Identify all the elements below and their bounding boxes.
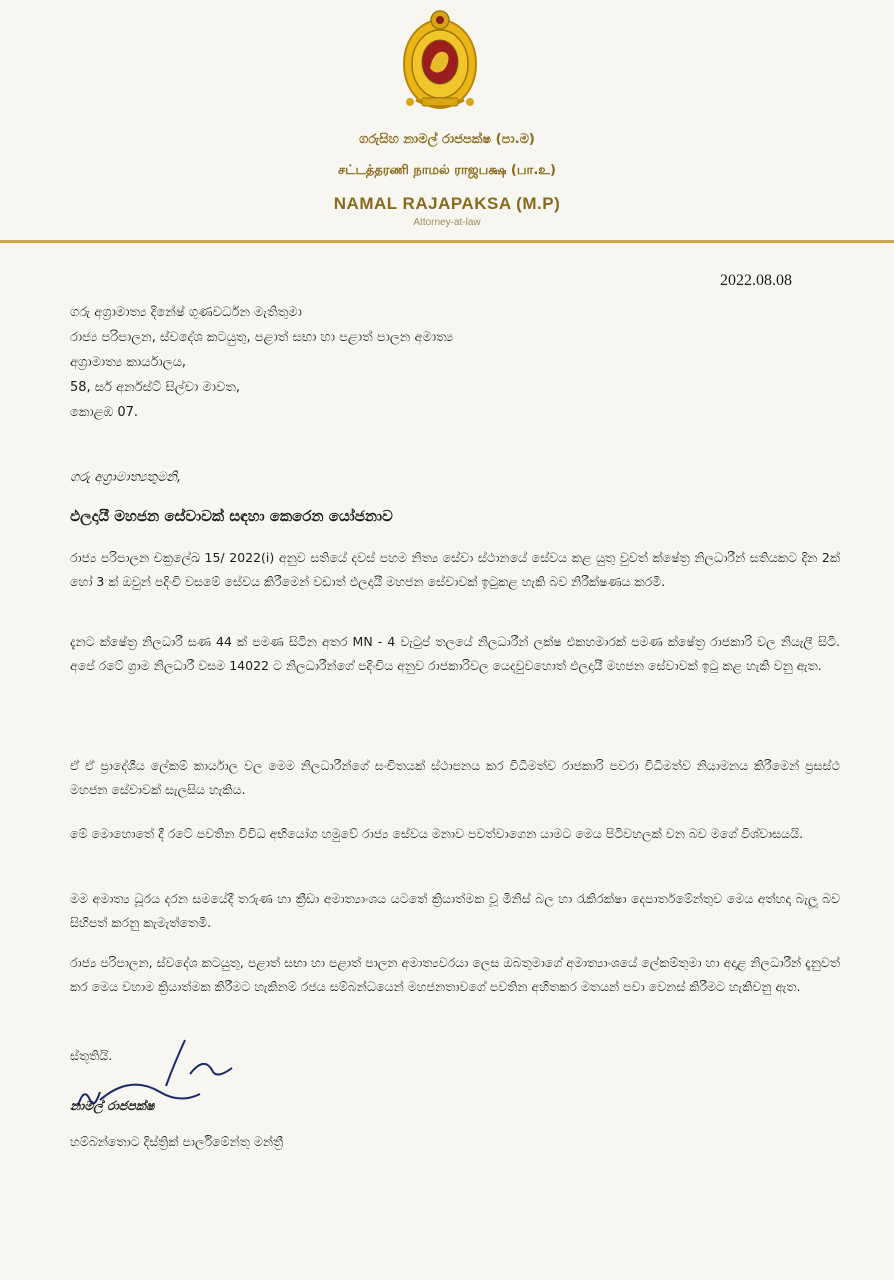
body-paragraph: ඒ ඒ ප්‍රාදේශීය ලේකම් කාර්යාල වල මෙම නිලධාරීන්ගේ සංචිතයක් ස්ථාපනය කර විධිමත්ව රාජකාරි පවරා විධිමත්ව නියාමනය කිරීමෙන් ප්‍රසස්ථ මහජන සේවාවක් සැලසිය හැකිය. (70, 758, 840, 797)
letterhead-name-tamil: சட்டத்தரணி நாமல் ராஜபக்ஷ (பா.உ) (337, 163, 556, 178)
salutation: ගරු අග්‍රාමාත්‍යතුමනි, (70, 470, 182, 485)
recipient-line: අග්‍රාමාත්‍ය කාර්යාලය, (70, 355, 187, 370)
recipient-line: කොළඹ 07. (70, 405, 139, 420)
letter-subject: ඵලදායී මහජන සේවාවක් සඳහා කෙරෙන යෝජනාව (70, 507, 393, 525)
recipient-line: රාජ්‍ය පරිපාලන, ස්වදේශ කටයුතු, පළාත් සභා හා පළාත් පාලන අමාත්‍ය (70, 330, 454, 345)
body-paragraph: රාජ්‍ය පරිපාලන චක්‍රලේඛ 15/ 2022(i) අනුව සතියේ දවස් පහම නිත්‍ය සේවා ස්ථානයේ සේවය කළ යුතු වුවත් ක්ෂේත්‍ර නිලධාරීන් සතියකට දින 2ක් හෝ 3 ක් ඔවුන් පදිංචි වසමේ සේවය කිරීමෙන් වඩාත් ඵලදායී මහජන සේවාවක් ඉටුකළ හැකි බව නිරීක්ෂණය කරමි. (70, 550, 840, 589)
closing: ස්තූතියි. (70, 1048, 113, 1063)
body-paragraph: මම අමාත්‍ය ධූරය දරන සමයේදී තරුණ හා ක්‍රීඩා අමාත්‍යාංශය යටතේ ක්‍රියාත්මක වූ මිනිස් බල හා රැකිරක්ෂා දෙපාර්තමේන්තුව මෙය අත්හදා බැලූ බව සිහිපත් කරනු කැමැත්තෙමි. (70, 891, 840, 930)
signer-name: නාමල් රාජපක්ෂ (70, 1098, 155, 1113)
recipient-line: ගරු අග්‍රාමාත්‍ය දිනේෂ් ගුණවර්ධන මැතිතුමා (70, 305, 302, 320)
recipient-address (70, 300, 453, 425)
body-paragraph: දැනට ක්ෂේත්‍ර නිලධාරී සණ 44 ක් පමණ සිටින අතර MN - 4 වැටුප් තලයේ නිලධාරීන් ලක්ෂ එකහමාරක් පමණ ක්ෂේත්‍ර රාජකාරි වල නියැලී සිටී. අපේ රටේ ග්‍රාම නිලධාරී වසම 14022 ට නිලධාරීන්ගේ පදිංචිය අනුව රාජකාරිවල යෙදවුවහොත් ඵලදායී මහජන සේවාවක් ඉටු කළ හැකි වනු ඇත. (70, 634, 840, 673)
letterhead-name-english: NAMAL RAJAPAKSA (M.P) (333, 194, 561, 213)
letterhead-name-sinhala: ගරුසිහ නාමල් රාජපක්ෂ (පා.ම) (359, 132, 535, 147)
letterhead-title: Attorney-at-law (413, 217, 481, 228)
body-paragraph: මේ මොහොතේ දී රටේ පවතින විවිධ අභියෝග හමුවේ රාජ්‍ය සේවය මනාව පවත්වාගෙන යාමට මෙය පිටිවහලක් වන බව මගේ විශ්වාසයයි. (70, 826, 804, 841)
letterhead-divider (0, 240, 894, 243)
national-emblem-icon (400, 6, 480, 118)
recipient-line: 58, සර් අර්නස්ට් සිල්වා මාවත, (70, 380, 241, 395)
signer-designation: හම්බන්තොට දිස්ත්‍රික් පාර්ලිමේන්තු මන්ත්‍රී (70, 1134, 284, 1149)
letter-date: 2022.08.08 (720, 272, 792, 289)
body-paragraph: රාජ්‍ය පරිපාලන, ස්වදේශ කටයුතු, පළාත් සභා හා පළාත් පාලන අමාත්‍යවරයා ලෙස ඔබතුමාගේ අමාත්‍යාංශයේ ලේකම්තුමා හා අදාළ නිලධාරීන් දැනුවත් කර මෙය වහාම ක්‍රියාත්මක කිරීමට හැකිනම් රජය සම්බන්ධයෙන් මහජනතාවගේ පවතින අහිතකර මතයන් පවා වෙනස් කිරීමට හැකිවනු ඇත. (70, 955, 840, 994)
